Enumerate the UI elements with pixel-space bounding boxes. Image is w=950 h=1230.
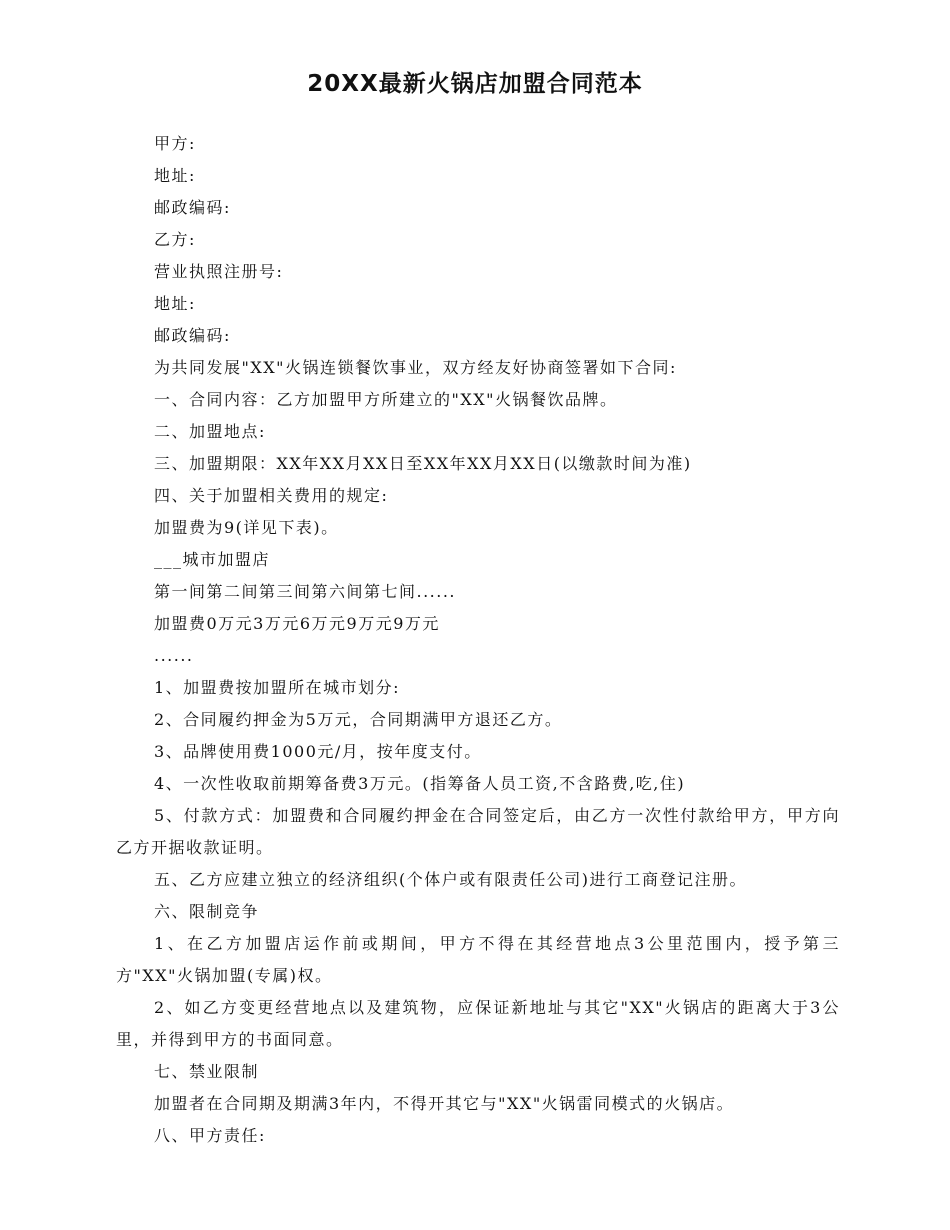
party-a-postcode-label: 邮政编码: xyxy=(154,198,231,217)
ellipsis-line: ...... xyxy=(154,646,194,665)
party-a-label: 甲方: xyxy=(154,134,196,153)
clause-7-text: 加盟者在合同期及期满3年内，不得开其它与"XX"火锅雷同模式的火锅店。 xyxy=(154,1094,735,1113)
fee-item-4: 4、一次性收取前期筹备费3万元。(指筹备人员工资,不含路费,吃,住) xyxy=(154,774,686,793)
clause-3-term: 三、加盟期限：XX年XX月XX日至XX年XX月XX日(以缴款时间为准) xyxy=(154,454,692,473)
clause-8-heading: 八、甲方责任: xyxy=(154,1126,266,1145)
party-a-address-label: 地址: xyxy=(154,166,196,185)
document-title: 20XX最新火锅店加盟合同范本 xyxy=(307,71,643,97)
clause-2-location: 二、加盟地点: xyxy=(154,422,266,441)
franchise-fee-line: 加盟费为9(详见下表)。 xyxy=(154,518,339,537)
party-b-postcode-label: 邮政编码: xyxy=(154,326,231,345)
clause-1-content: 一、合同内容：乙方加盟甲方所建立的"XX"火锅餐饮品牌。 xyxy=(154,390,618,409)
preamble: 为共同发展"XX"火锅连锁餐饮事业，双方经友好协商签署如下合同: xyxy=(154,358,677,377)
clause-6-item-1: 1、在乙方加盟店运作前或期间，甲方不得在其经营地点3公里范围内，授予第三方"XX"火锅加盟(专属)权。 xyxy=(116,934,840,985)
fee-item-5: 5、付款方式：加盟费和合同履约押金在合同签定后，由乙方一次性付款给甲方，甲方向乙方开据收款证明。 xyxy=(116,806,840,857)
fee-amounts-line: 加盟费0万元3万元6万元9万元9万元 xyxy=(154,614,440,633)
clause-5-registration: 五、乙方应建立独立的经济组织(个体户或有限责任公司)进行工商登记注册。 xyxy=(154,870,747,889)
city-franchise-line: ___城市加盟店 xyxy=(154,550,271,569)
clause-7-heading: 七、禁业限制 xyxy=(154,1062,260,1081)
document-body xyxy=(116,128,840,1152)
fee-item-1: 1、加盟费按加盟所在城市划分: xyxy=(154,678,401,697)
business-license-label: 营业执照注册号: xyxy=(154,262,284,281)
fee-item-2: 2、合同履约押金为5万元，合同期满甲方退还乙方。 xyxy=(154,710,563,729)
party-b-address-label: 地址: xyxy=(154,294,196,313)
clause-6-heading: 六、限制竞争 xyxy=(154,902,260,921)
clause-6-item-2: 2、如乙方变更经营地点以及建筑物，应保证新地址与其它"XX"火锅店的距离大于3公里，并得到甲方的书面同意。 xyxy=(116,998,840,1049)
party-b-label: 乙方: xyxy=(154,230,196,249)
store-order-line: 第一间第二间第三间第六间第七间...... xyxy=(154,582,457,601)
clause-4-fees: 四、关于加盟相关费用的规定: xyxy=(154,486,389,505)
fee-item-3: 3、品牌使用费1000元/月，按年度支付。 xyxy=(154,742,482,761)
